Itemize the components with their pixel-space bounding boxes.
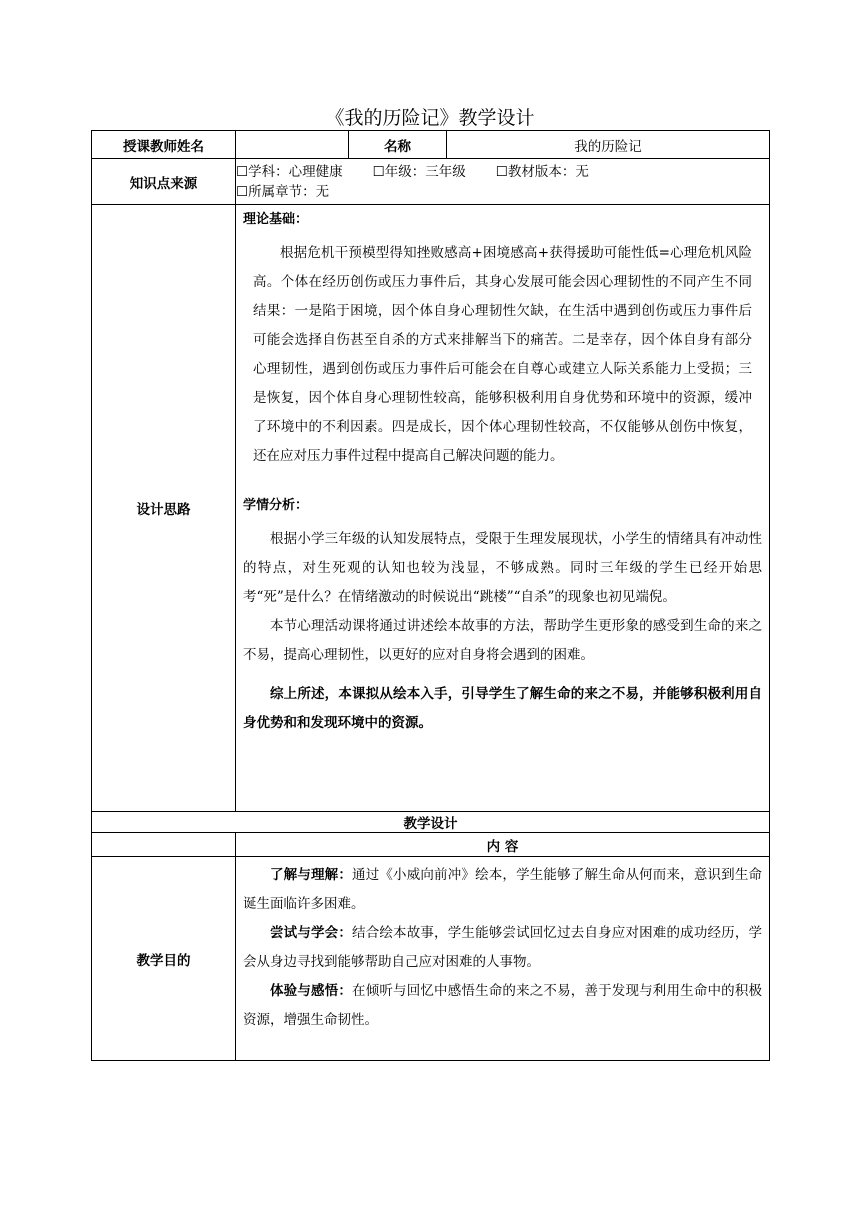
analysis-paragraph-1: 根据小学三年级的认知发展特点，受限于生理发展现状，小学生的情绪具有冲动性的特点，对生死观的认知也较为浅显，不够成熟。同时三年级的学生已经开始思考“死”是什么？在情绪激动的时候说出“跳楼”“自杀”的现象也初见端倪。: [243, 531, 762, 605]
goal-row: [92, 857, 770, 1061]
goal-3-head: 体验与感悟：: [270, 983, 353, 999]
name-value: 我的历险记: [447, 131, 770, 159]
goal-2: [243, 919, 762, 977]
teacher-row: [92, 131, 770, 159]
goal-1: [243, 861, 762, 919]
document-title: 《我的历险记》教学设计: [325, 107, 535, 129]
goal-label: 教学目的: [92, 857, 236, 1061]
source-chapter: ☐所属章节：无: [236, 183, 330, 200]
design-row: [92, 205, 770, 812]
teaching-section-row: [92, 812, 770, 833]
source-label: 知识点来源: [92, 159, 236, 205]
teaching-section-title: 教学设计: [92, 812, 770, 833]
lesson-plan-table: [91, 130, 770, 1061]
name-label: 名称: [349, 131, 447, 159]
goal-2-head: 尝试与学会：: [270, 925, 353, 941]
content-header-blank: [92, 833, 236, 857]
analysis-paragraph-2: 本节心理活动课将通过讲述绘本故事的方法，帮助学生更形象的感受到生命的来之不易，提高心理韧性，以更好的应对自身将会遇到的困难。: [243, 618, 762, 663]
content-header: 内 容: [236, 833, 770, 857]
teacher-value: [236, 131, 349, 159]
design-content: [236, 205, 770, 812]
theory-heading: 理论基础：: [243, 212, 309, 227]
source-subject: ☐学科：心理健康: [236, 163, 343, 180]
goal-3-text: 在倾听与回忆中感悟生命的来之不易，善于发现与利用生命中的积极资源，增强生命韧性。: [243, 983, 763, 1028]
teacher-label: 授课教师姓名: [92, 131, 236, 159]
source-value: [236, 159, 770, 205]
theory-text: 根据危机干预模型得知挫败感高+困境感高+获得援助可能性低=心理危机风险高。个体在经历创伤或压力事件后，其身心发展可能会因心理韧性的不同产生不同结果：一是陷于困境，因个体自身心理韧性欠缺，在生活中遇到创伤或压力事件后可能会选择自伤甚至自杀的方式来排解当下的痛苦。二是幸存，因个体自身有部分心理韧性，遇到创伤或压力事件后可能会在自尊心或建立人际关系能力上受损；三是恢复，因个体自身心理韧性较高，能够积极利用自身优势和环境中的资源，缓冲了环境中的不利因素。四是成长，因个体心理韧性较高，不仅能够从创伤中恢复，还在应对压力事件过程中提高自己解决问题的能力。: [253, 245, 752, 464]
goal-1-text: 通过《小威向前冲》绘本，学生能够了解生命从何而来，意识到生命诞生面临许多困难。: [243, 867, 763, 912]
design-label: 设计思路: [92, 205, 236, 812]
goal-2-text: 结合绘本故事，学生能够尝试回忆过去自身应对困难的成功经历，学会从身边寻找到能够帮助自己应对困难的人事物。: [243, 925, 763, 970]
goal-1-head: 了解与理解：: [270, 867, 353, 883]
analysis-heading: 学情分析：: [243, 498, 309, 513]
source-row: [92, 159, 770, 205]
source-edition: ☐教材版本：无: [495, 163, 589, 180]
summary-text: 综上所述，本课拟从绘本入手，引导学生了解生命的来之不易，并能够积极利用自身优势和和发现环境中的资源。: [243, 686, 762, 731]
source-grade: ☐年级：三年级: [372, 163, 466, 180]
goal-content: [236, 857, 770, 1061]
content-header-row: [92, 833, 770, 857]
goal-3: [243, 977, 762, 1035]
